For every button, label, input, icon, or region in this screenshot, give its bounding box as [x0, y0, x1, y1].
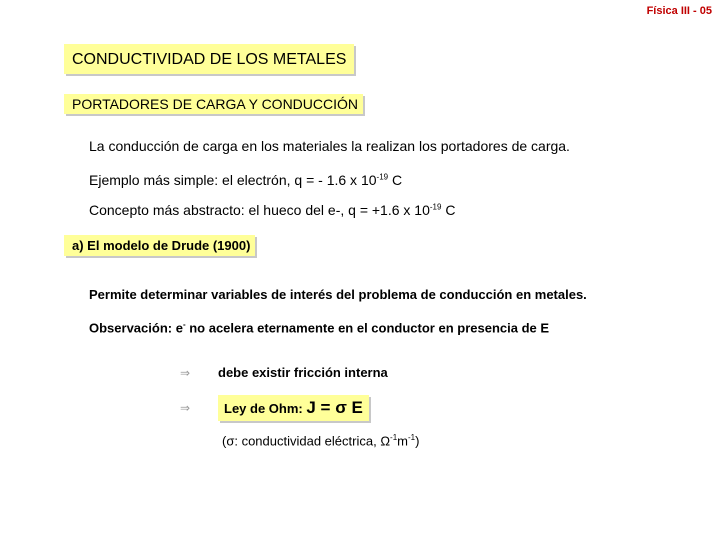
intro-line-carriers: La conducción de carga en los materiales la realizan los portadores de carga.	[89, 138, 570, 154]
observation-rest: no acelera eternamente en el conductor en presencia de E	[185, 320, 550, 336]
caption-unit-m: m	[397, 433, 409, 449]
intro-line-electron	[89, 172, 402, 188]
implies-arrow-icon: ⇒	[180, 366, 191, 380]
caption-close: )	[415, 433, 420, 449]
intro-line-hole	[89, 202, 455, 218]
observation-sup: -	[182, 320, 186, 329]
caption-exp-ohm: -1	[390, 433, 398, 442]
electron-text: Ejemplo más simple: el electrón, q = - 1.6 x 10	[89, 172, 377, 188]
ohm-law-box	[218, 395, 369, 421]
section-heading: PORTADORES DE CARGA Y CONDUCCIÓN	[64, 94, 363, 114]
friction-statement: debe existir fricción interna	[218, 365, 388, 380]
slide-code: Física III - 05	[646, 5, 712, 17]
electron-exponent: -19	[376, 172, 389, 182]
caption-exp-m: -1	[408, 433, 416, 442]
slide-title: CONDUCTIVIDAD DE LOS METALES	[64, 44, 354, 74]
observation-text: Observación: e	[89, 320, 183, 336]
caption-text: (σ: conductividad eléctrica, Ω	[222, 433, 391, 449]
electron-unit: C	[388, 172, 403, 188]
subsection-heading: a) El modelo de Drude (1900)	[64, 235, 255, 256]
drude-line-observation	[89, 320, 549, 335]
conductivity-caption	[222, 433, 419, 448]
drude-line-purpose: Permite determinar variables de interés del problema de conducción en metales.	[89, 287, 587, 302]
implies-arrow-icon: ⇒	[180, 401, 191, 415]
ohm-law-formula: J = σ E	[306, 398, 363, 417]
hole-text: Concepto más abstracto: el hueco del e-, q = +1.6 x 10	[89, 202, 430, 218]
ohm-law-label: Ley de Ohm:	[224, 401, 307, 416]
hole-exponent: -19	[429, 202, 442, 212]
hole-unit: C	[441, 202, 456, 218]
